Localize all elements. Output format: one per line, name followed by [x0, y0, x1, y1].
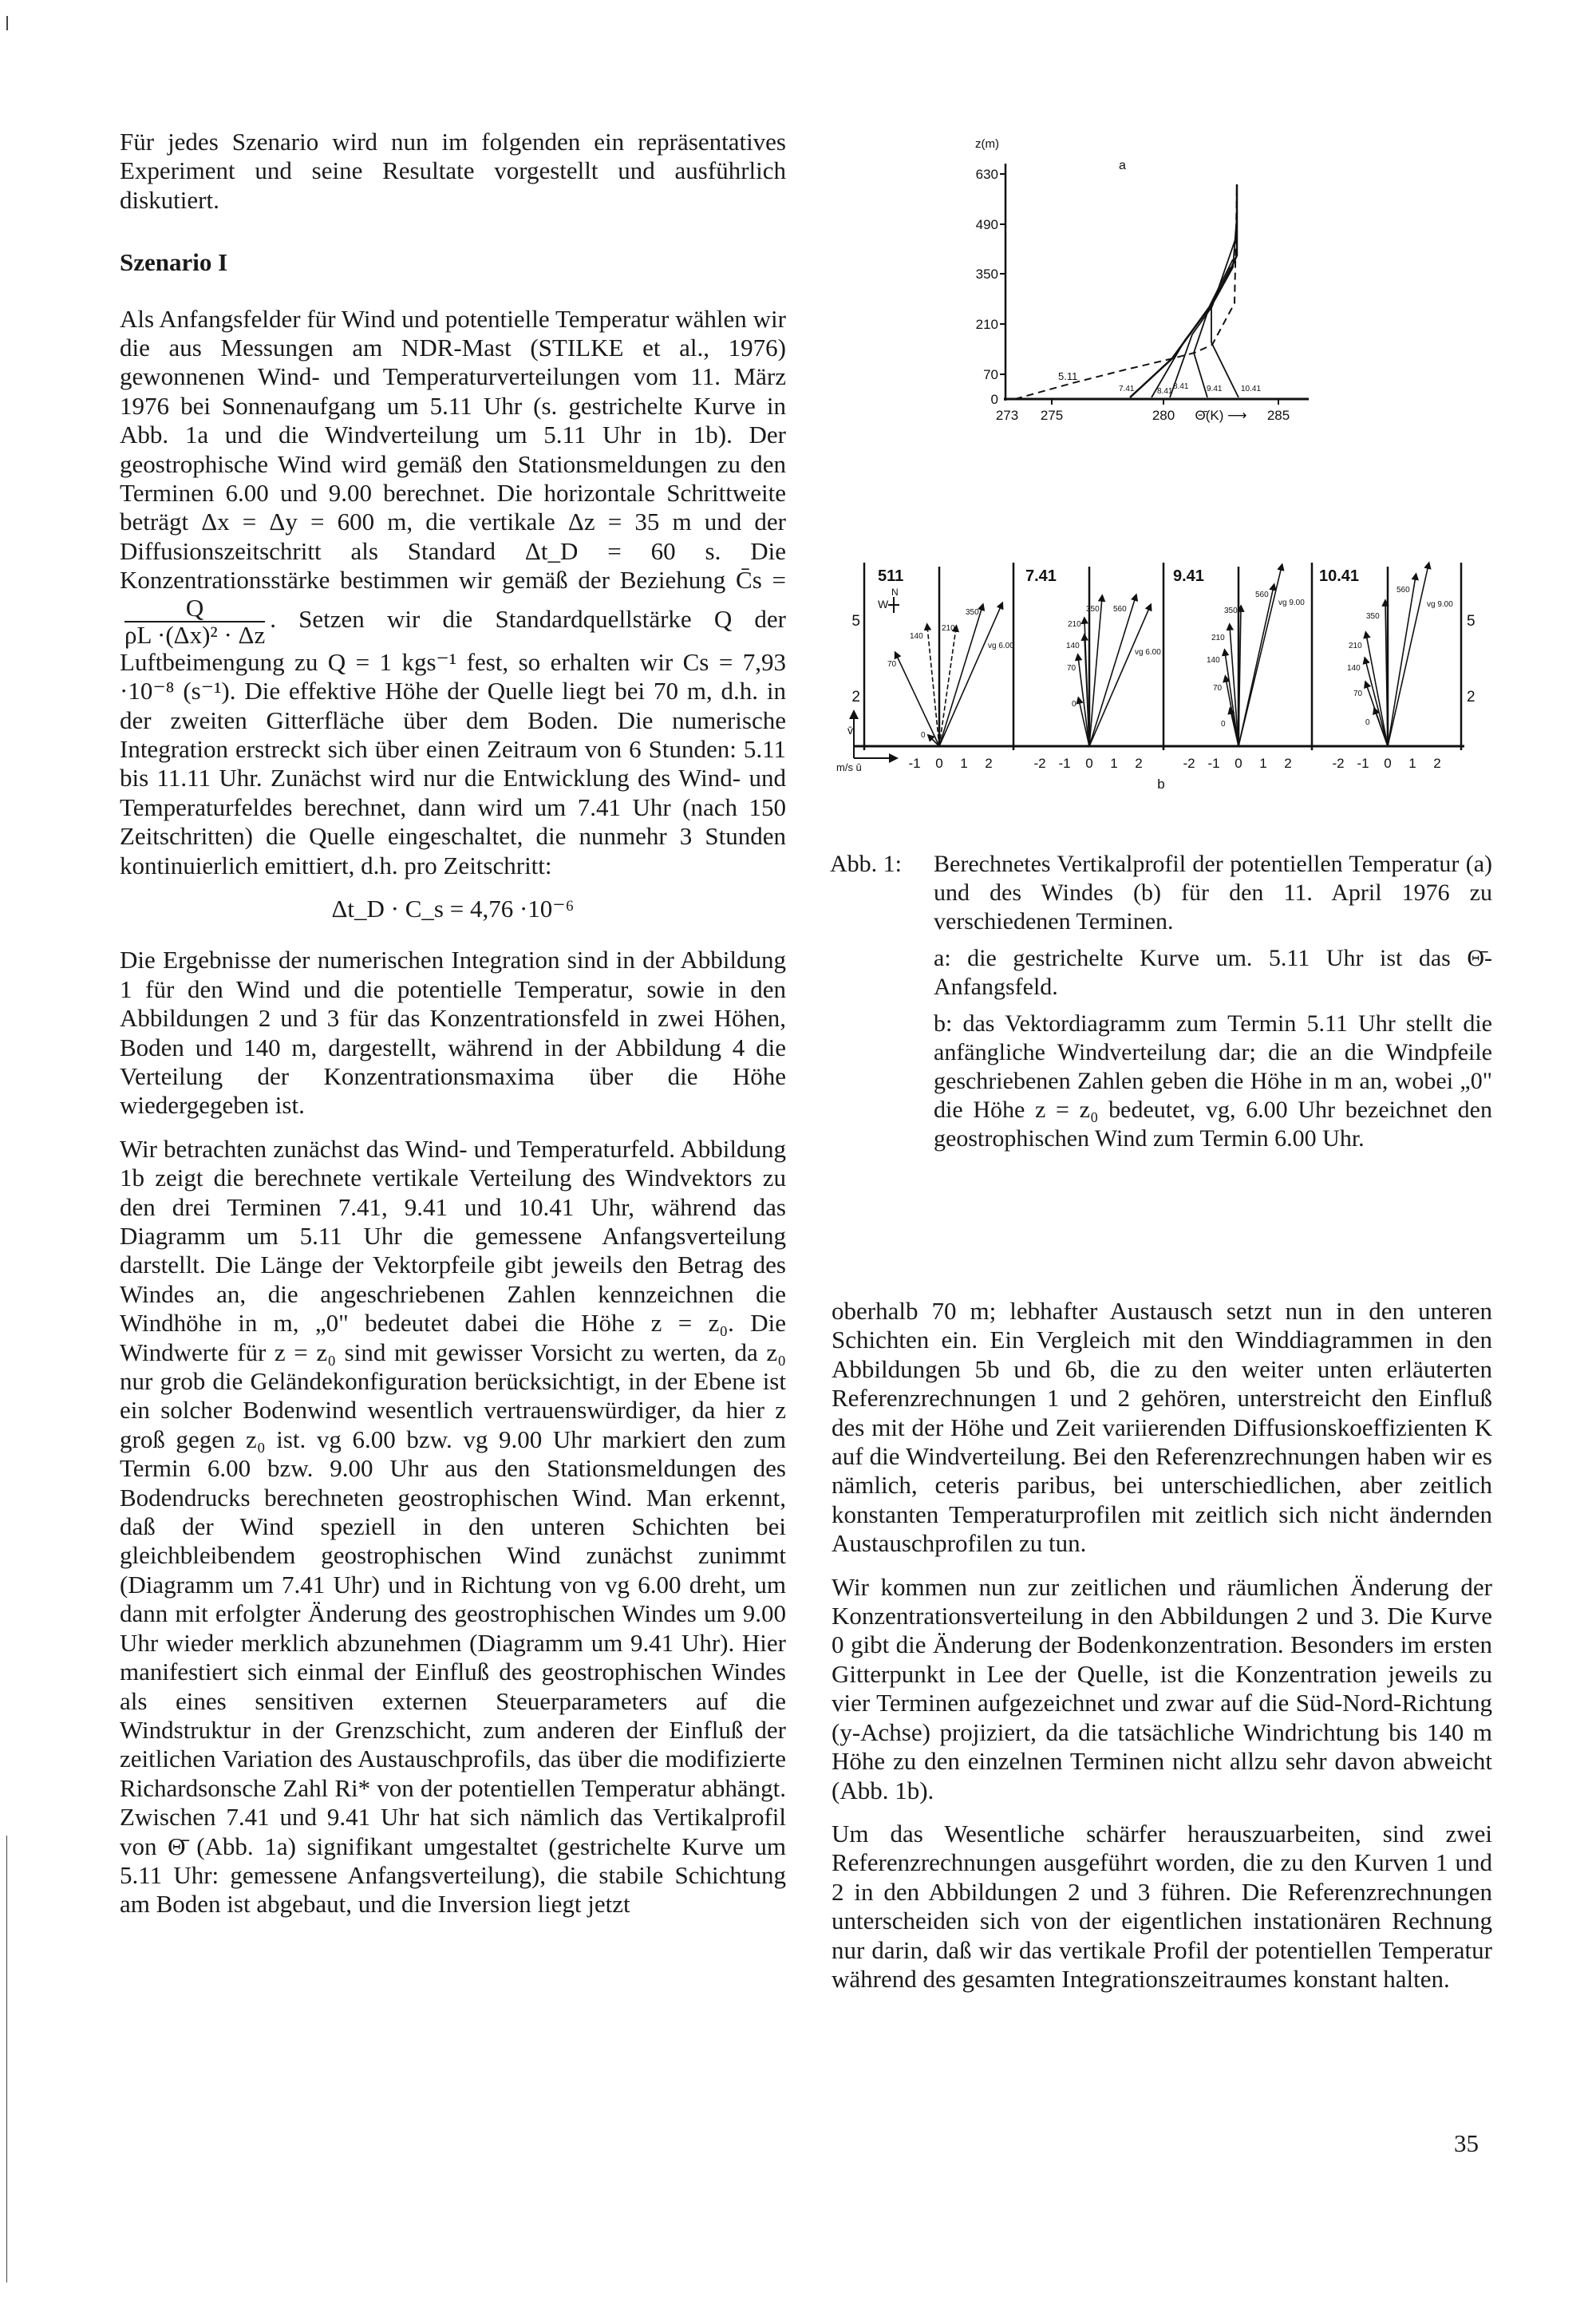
y-tick-2: 2	[851, 689, 860, 705]
x-tick: 0	[1085, 756, 1093, 771]
height-label: 140	[1066, 642, 1080, 650]
curve-9-41	[1194, 259, 1233, 397]
x-tick: 2	[1135, 756, 1143, 771]
y-tick-5: 5	[851, 613, 860, 630]
curve-8-41a	[1152, 215, 1237, 397]
y-tick-630: 630	[975, 167, 998, 182]
panel-label-b: b	[1157, 777, 1165, 792]
y-tick-2-right: 2	[1467, 689, 1476, 705]
figure-1b-wind-hodographs	[814, 551, 1500, 798]
curve-label-5-11: 5.11	[1058, 370, 1078, 382]
setup-text-b: . Setzen wir die Standardquellstärke Q der Luftbeimengung zu Q = 1 kgs⁻¹ fest, so erhalten wir Cs = 7,93 ·10⁻⁸ (s⁻¹). Die effektive Höhe der Quelle liegt bei 70 m, d.h. in der zweiten Gitterfläche über dem Boden. Die numerische Integration erstreckt sich über einen Zeitraum von 6 Stunden: 5.11 bis 11.11 Uhr. Zunächst wird nur die Entwicklung des Wind- und Temperaturfeldes berechnet, dann wird um 7.41 Uhr (nach 150 Zeitschritten) die Quelle eingeschaltet, die nunmehr 3 Stunden kontinuierlich emittiert, d.h. pro Zeitschritt:	[120, 604, 786, 879]
x-tick: 1	[1408, 756, 1416, 771]
curve-label-8-41a: 8.41	[1157, 387, 1173, 396]
wind-arrow-1041-210	[1366, 634, 1388, 746]
y-tick-490: 490	[975, 217, 998, 232]
vg-label: vg 9.00	[1278, 599, 1305, 607]
results-paragraph: Die Ergebnisse der numerischen Integration sind in der Abbildung 1 für den Wind und die potentielle Temperatur, sowie in den Abbildungen 2 und 3 für das Konzentrationsfeld in zwei Höhen, Boden und 140 m, dargestellt, während in der Abbildung 4 die Verteilung der Konzentrationsmaxima über die Höhe wiedergegeben ist.	[120, 946, 786, 1120]
height-label: 0	[1072, 700, 1077, 709]
height-label: 140	[1207, 656, 1220, 665]
height-label: 0	[1221, 720, 1226, 729]
concentration-paragraph: Wir kommen nun zur zeitlichen und räumlichen Änderung der Konzentrationsverteilung in den Abbildungen 2 und 3. Die Kurve 0 gibt die Änderung der Bodenkonzentration. Besonders im ersten Gitterpunkt in Lee der Quelle, ist die Konzentration jeweils zu vier Terminen aufgezeichnet und zwar auf die Süd-Nord-Richtung (y-Achse) projiziert, da die tatsächliche Windrichtung bis 140 m Höhe zu den einzelnen Terminen nicht allzu sehr davon abweicht (Abb. 1b).	[832, 1572, 1492, 1804]
y-tick-350: 350	[975, 267, 998, 282]
height-label: 70	[1067, 664, 1077, 673]
y-tick-210: 210	[975, 317, 998, 332]
vg-label: vg 9.00	[1427, 600, 1453, 609]
height-label: 560	[1396, 586, 1410, 595]
v-axis-label: v̄	[847, 724, 853, 737]
panel-title-511: 511	[878, 567, 904, 585]
concentration-fraction	[124, 595, 265, 648]
compass-icon	[888, 597, 899, 613]
compass-north: N	[891, 587, 899, 598]
height-label: 560	[1113, 605, 1127, 614]
x-tick-280: 280	[1152, 408, 1175, 423]
height-label: 70	[1213, 684, 1223, 693]
fraction-denominator: ρL ·(Δx)² · Δz	[124, 620, 266, 649]
x-tick: -2	[1183, 756, 1195, 771]
figure-caption	[830, 850, 1492, 1161]
height-label: 350	[1366, 612, 1380, 621]
page-number: 35	[1454, 2129, 1479, 2157]
setup-paragraph	[120, 305, 786, 880]
u-axis-label: m/s ū	[836, 761, 862, 773]
scan-artifact	[6, 16, 8, 30]
x-tick: 1	[960, 756, 968, 771]
height-label: 350	[1224, 607, 1238, 615]
x-tick: 2	[985, 756, 993, 771]
x-tick: -1	[1207, 756, 1220, 771]
x-tick: -1	[1058, 756, 1071, 771]
wind-arrow-741-vg	[1089, 607, 1150, 746]
y-tick-5-right: 5	[1467, 613, 1476, 630]
y-axis-label: z(m)	[975, 137, 999, 151]
panel-title-941: 9.41	[1173, 567, 1204, 585]
x-tick-275: 275	[1040, 408, 1064, 423]
caption-a: a: die gestrichelte Kurve um. 5.11 Uhr ist das Θ̄-Anfangsfeld.	[934, 945, 1492, 1000]
x-tick: 1	[1259, 756, 1267, 771]
curve-5-11-dashed	[1015, 184, 1237, 399]
figure-1a-temperature-profile	[918, 120, 1365, 439]
panel-label-a: a	[1119, 159, 1126, 172]
caption-label: Abb. 1:	[830, 851, 902, 877]
x-tick: -1	[908, 756, 921, 771]
x-axis-label: Θ̄(K) ⟶	[1195, 408, 1247, 423]
wind-arrow-1041-140	[1365, 660, 1388, 746]
setup-text-a: Als Anfangsfelder für Wind und potentielle Temperatur wählen wir die aus Messungen am NDR-Mast (STILKE et al., 1976) gewonnenen Wind- und Temperaturverteilungen vom 11. März 1976 bei Sonnenaufgang um 5.11 Uhr (s. gestrichelte Kurve in Abb. 1a und die Windverteilung um 5.11 Uhr in 1b). Der geostrophische Wind wird gemäß den Stationsmeldungen zu den Terminen 6.00 und 9.00 berechnet. Die horizontale Schrittweite beträgt Δx = Δy = 600 m, die vertikale Δz = 35 m und der Diffusionszeitschritt als Standard Δt_D = 60 s. Die Konzentrationsstärke bestimmen wir gemäß der Beziehung C̄s =	[120, 304, 786, 595]
x-tick-285: 285	[1266, 408, 1290, 423]
height-label: 70	[1353, 690, 1363, 698]
continuation-paragraph: oberhalb 70 m; lebhafter Austausch setzt nun in den unteren Schichten ein. Ein Vergleich mit den Winddiagrammen in den Abbildungen 5b und 6b, die zu den weiter unten erläuterten Referenzrechnungen 1 und 2 gehören, unterstreicht den Einfluß des mit der Höhe und Zeit variierenden Diffusionskoeffizienten K auf die Windverteilung. Bei den Referenzrechnungen haben wir es nämlich, ceteris paribus, bei unterschiedlichen, aber zeitlich konstanten Temperaturprofilen mit zeitlich sich nicht ändernden Austauschprofilen zu tun.	[832, 1297, 1492, 1558]
panel-title-1041: 10.41	[1319, 567, 1360, 585]
right-column	[832, 1297, 1492, 2008]
height-label: 0	[921, 731, 926, 740]
height-label: 210	[1068, 620, 1081, 629]
height-label: 560	[1255, 591, 1269, 599]
x-tick: -2	[1332, 756, 1345, 771]
y-tick-0: 0	[990, 392, 998, 407]
x-tick-273: 273	[995, 408, 1019, 423]
compass-west: W	[878, 598, 889, 611]
panel-title-741: 7.41	[1025, 567, 1057, 585]
curve-label-10-41: 10.41	[1241, 385, 1262, 393]
left-column	[120, 128, 786, 1934]
x-tick: 2	[1433, 756, 1441, 771]
wind-arrow-941-140	[1225, 652, 1238, 746]
height-label: 140	[910, 632, 923, 641]
x-tick: 0	[1384, 756, 1392, 771]
curve-label-9-41: 9.41	[1207, 385, 1223, 393]
caption-main: Berechnetes Vertikalprofil der potentiellen Temperatur (a) und des Windes (b) für den 11. April 1976 zu verschiedenen Terminen.	[934, 851, 1492, 935]
reference-paragraph: Um das Wesentliche schärfer herauszuarbeiten, sind zwei Referenzrechnungen ausgeführt worden, die zu den Kurven 1 und 2 in den Abbildungen 2 und 3 führen. Die Referenzrechnungen unterscheiden sich von der eigentlichen instationären Rechnung nur darin, daß wir das vertikale Profil der potentiellen Temperatur während des gesamten Integrationszeitraumes konstant halten.	[832, 1819, 1492, 1993]
height-label: 210	[942, 624, 955, 633]
x-tick: -1	[1357, 756, 1369, 771]
vg-label: vg 6.00	[1135, 648, 1161, 657]
wind-arrow-511-140	[927, 626, 939, 746]
intro-paragraph: Für jedes Szenario wird nun im folgenden ein repräsentatives Experiment und seine Resultate vorgestellt und ausführlich diskutiert.	[120, 128, 786, 214]
y-tick-70: 70	[983, 367, 998, 382]
section-heading: Szenario I	[120, 248, 228, 277]
fraction-numerator: Q	[124, 595, 265, 622]
x-tick: 1	[1110, 756, 1118, 771]
height-label: 140	[1347, 664, 1361, 673]
x-tick: 0	[935, 756, 943, 771]
height-label: 350	[1086, 605, 1100, 614]
curve-label-8-41b: 8.41	[1173, 382, 1189, 391]
height-label: 210	[1349, 642, 1362, 650]
height-label: 0	[1365, 718, 1370, 727]
x-tick: 2	[1284, 756, 1292, 771]
scan-artifact	[6, 1836, 7, 2282]
curve-label-7-41: 7.41	[1119, 385, 1135, 393]
x-tick: 0	[1235, 756, 1242, 771]
discussion-paragraph: Wir betrachten zunächst das Wind- und Temperaturfeld. Abbildung 1b zeigt die berechnete vertikale Verteilung des Windvektors zu den drei Terminen 7.41, 9.41 und 10.41 Uhr, während das Diagramm um 5.11 Uhr die gemessene Anfangsverteilung darstellt. Die Länge der Vektorpfeile gibt jeweils den Betrag des Windes an, die angeschriebenen Zahlen kennzeichnen die Windhöhe in m, „0" bedeutet dabei die Höhe z = z₀. Die Windwerte für z = z₀ sind mit gewisser Vorsicht zu werten, da z₀ nur grob die Geländekonfiguration berücksichtigt, in der Ebene ist ein solcher Bodenwind wesentlich vertrauenswürdiger, da hier z groß gegen z₀ ist. vg 6.00 bzw. vg 9.00 Uhr markiert den zum Termin 6.00 bzw. 9.00 Uhr aus den Stationsmeldungen des Bodendrucks berechneten geostrophischen Wind. Man erkennt, daß der Wind speziell in den unteren Schichten bei gleichbleibendem geostrophischen Wind zunächst zunimmt (Diagramm um 7.41 Uhr) und in Richtung von vg 6.00 dreht, um dann mit erfolgter Änderung des geostrophischen Windes um 9.00 Uhr wieder merklich abzunehmen (Diagramm um 9.41 Uhr). Hier manifestiert sich einmal der Einfluß des geostrophischen Windes als eines sensitiven externen Steuerparameters auf die Windstruktur in der Grenzschicht, zum anderen der Einfluß der zeitlichen Variation des Austauschprofils, das über die modifizierte Richardsonsche Zahl Ri* von der potentiellen Temperatur abhängt. Zwischen 7.41 und 9.41 Uhr hat sich nämlich das Vertikalprofil von Θ̄ (Abb. 1a) signifikant umgestaltet (gestrichelte Kurve um 5.11 Uhr: gemessene Anfangsverteilung), die stabile Schichtung am Boden ist abgebaut, und die Inversion liegt jetzt	[120, 1134, 786, 1919]
height-label: 350	[966, 608, 979, 617]
wind-arrow-1041-560	[1388, 576, 1416, 746]
vg-label: vg 6.00	[988, 642, 1014, 650]
height-label: 210	[1211, 634, 1225, 642]
x-tick: -2	[1033, 756, 1046, 771]
caption-b: b: das Vektordiagramm zum Termin 5.11 Uhr stellt die anfängliche Windverteilung dar; die an die Windpfeile geschriebenen Zahlen geben die Höhe in m an, wobei „0" die Höhe z = z₀ bedeutet, vg, 6.00 Uhr bezeichnet den geostrophischen Wind zum Termin 6.00 Uhr.	[934, 1010, 1492, 1152]
formula: Δt_D · C_s = 4,76 ·10⁻⁶	[331, 894, 575, 923]
wind-arrow-511-70	[896, 654, 939, 746]
height-label: 70	[887, 660, 897, 669]
